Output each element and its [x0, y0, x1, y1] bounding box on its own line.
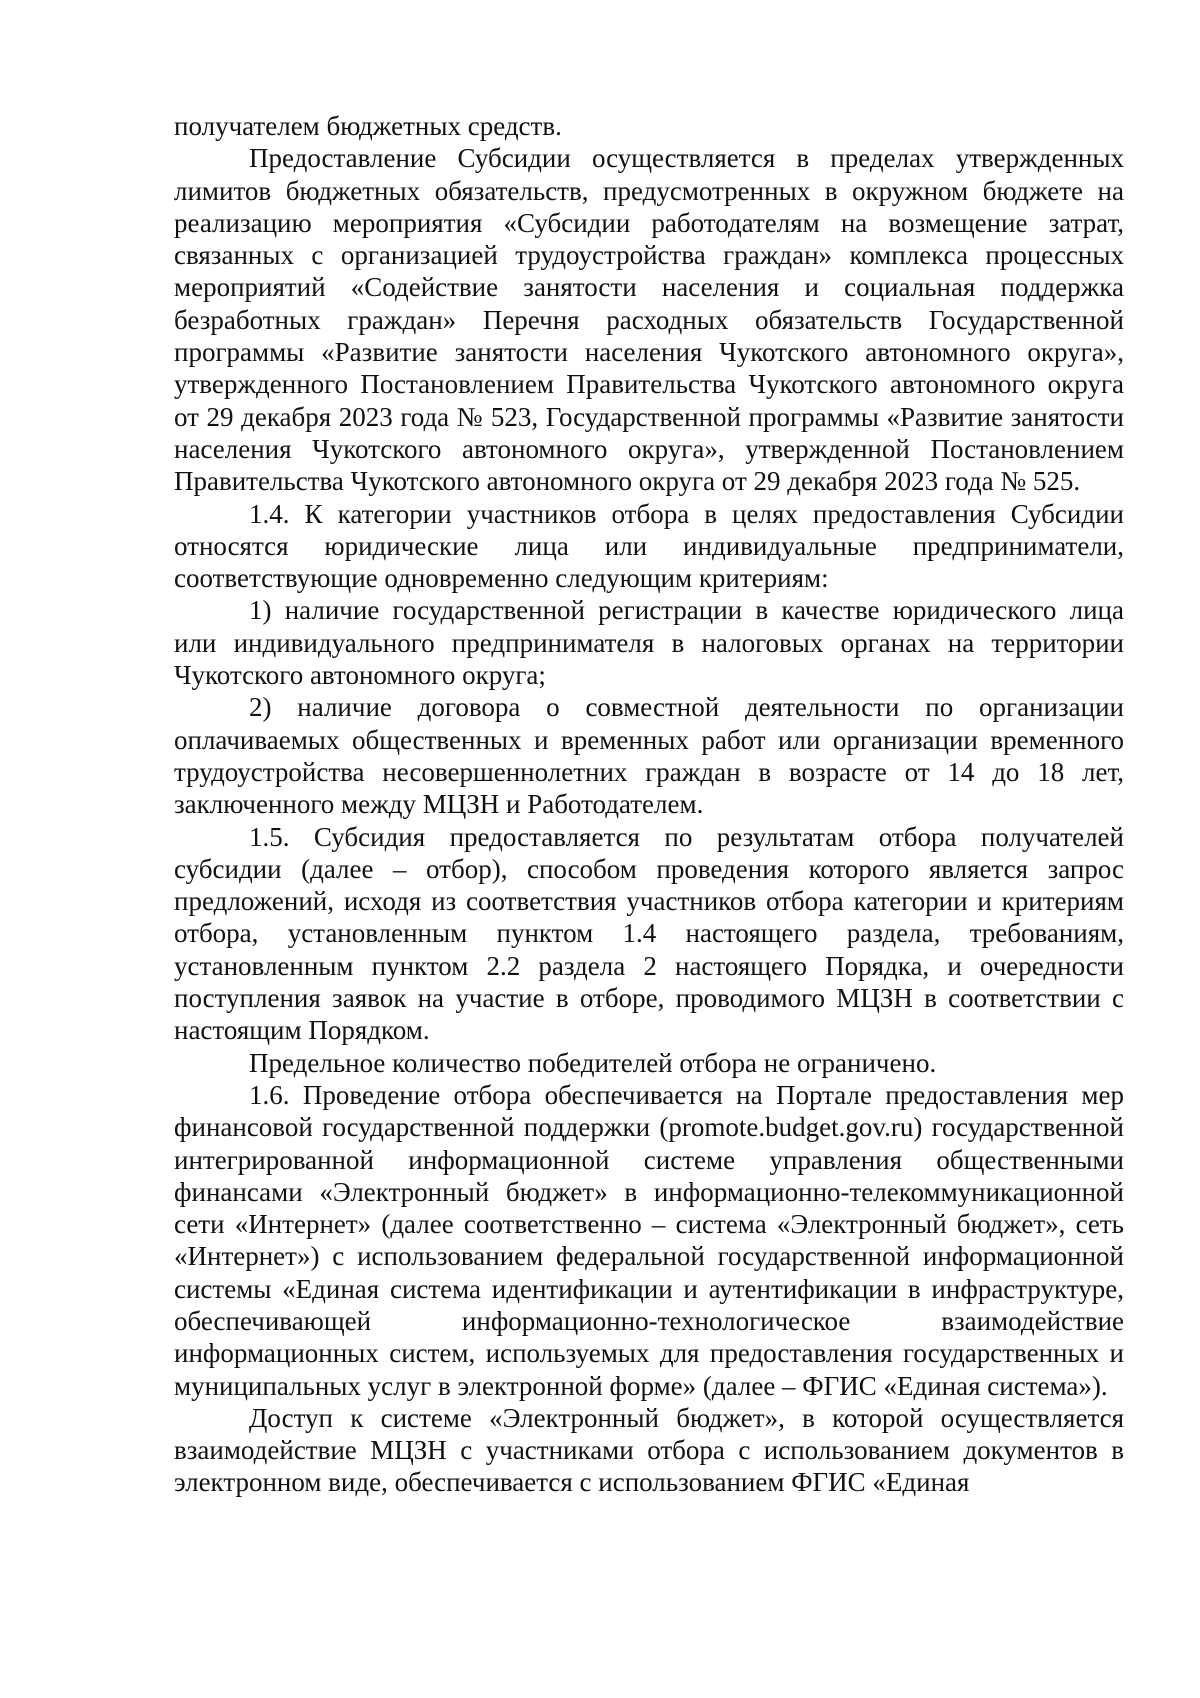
paragraph-1-4: 1.4. К категории участников отбора в целях предоставления Субсидии относятся юридические лица или индивидуальные предприниматели, соответствующие одновременно следующим критериям: — [174, 498, 1124, 594]
paragraph-1-6: 1.6. Проведение отбора обеспечивается на Портале предоставления мер финансовой государственной поддержки (promote.budget.gov.ru) государственной интегрированной информационной системе управления общественными финансами «Электронный бюджет» в информационно-телекоммуникационной сети «Интернет» (далее соответственно – система «Электронный бюджет», сеть «Интернет») с использованием федеральной государственной информационной системы «Единая система идентификации и аутентификации в инфраструктуре, обеспечивающей информационно-технологическое взаимодействие информационных систем, используемых для предоставления государственных и муниципальных услуг в электронной форме» (далее – ФГИС «Единая система»). — [174, 1079, 1124, 1401]
paragraph-criterion-1: 1) наличие государственной регистрации в качестве юридического лица или индивидуального предпринимателя в налоговых органах на территории Чукотского автономного округа; — [174, 595, 1124, 691]
paragraph-winners-limit: Предельное количество победителей отбора не ограничено. — [249, 1047, 937, 1078]
paragraph-subsidy-limits: Предоставление Субсидии осуществляется в пределах утвержденных лимитов бюджетных обязательств, предусмотренных в окружном бюджете на реализацию мероприятия «Субсидии работодателям на возмещение затрат, связанных с организацией трудоустройства граждан» комплекса процессных мероприятий «Содействие занятости населения и социальная поддержка безработных граждан» Перечня расходных обязательств Государственной программы «Развитие занятости населения Чукотского автономного округа», утвержденного Постановлением Правительства Чукотского автономного округа от 29 декабря 2023 года № 523, Государственной программы «Развитие занятости населения Чукотского автономного округа», утвержденной Постановлением Правительства Чукотского автономного округа от 29 декабря 2023 года № 525. — [174, 143, 1124, 497]
paragraph-system-access: Доступ к системе «Электронный бюджет», в которой осуществляется взаимодействие МЦЗН с участниками отбора с использованием документов в электронном виде, обеспечивается с использованием ФГИС «Единая — [174, 1402, 1124, 1498]
paragraph-continuation: получателем бюджетных средств. — [174, 111, 562, 141]
paragraph-criterion-2: 2) наличие договора о совместной деятельности по организации оплачиваемых общественных и временных работ или организации временного трудоустройства несовершеннолетних граждан в возрасте от 14 до 18 лет, заключенного между МЦЗН и Работодателем. — [174, 692, 1124, 820]
document-page — [174, 110, 1124, 1499]
paragraph-1-5: 1.5. Субсидия предоставляется по результатам отбора получателей субсидии (далее – отбор), способом проведения которого является запрос предложений, исходя из соответствия участников отбора категории и критериям отбора, установленным пунктом 1.4 настоящего раздела, требованиям, установленным пунктом 2.2 раздела 2 настоящего Порядка, и очередности поступления заявок на участие в отборе, проводимого МЦЗН в соответствии с настоящим Порядком. — [174, 821, 1124, 1046]
